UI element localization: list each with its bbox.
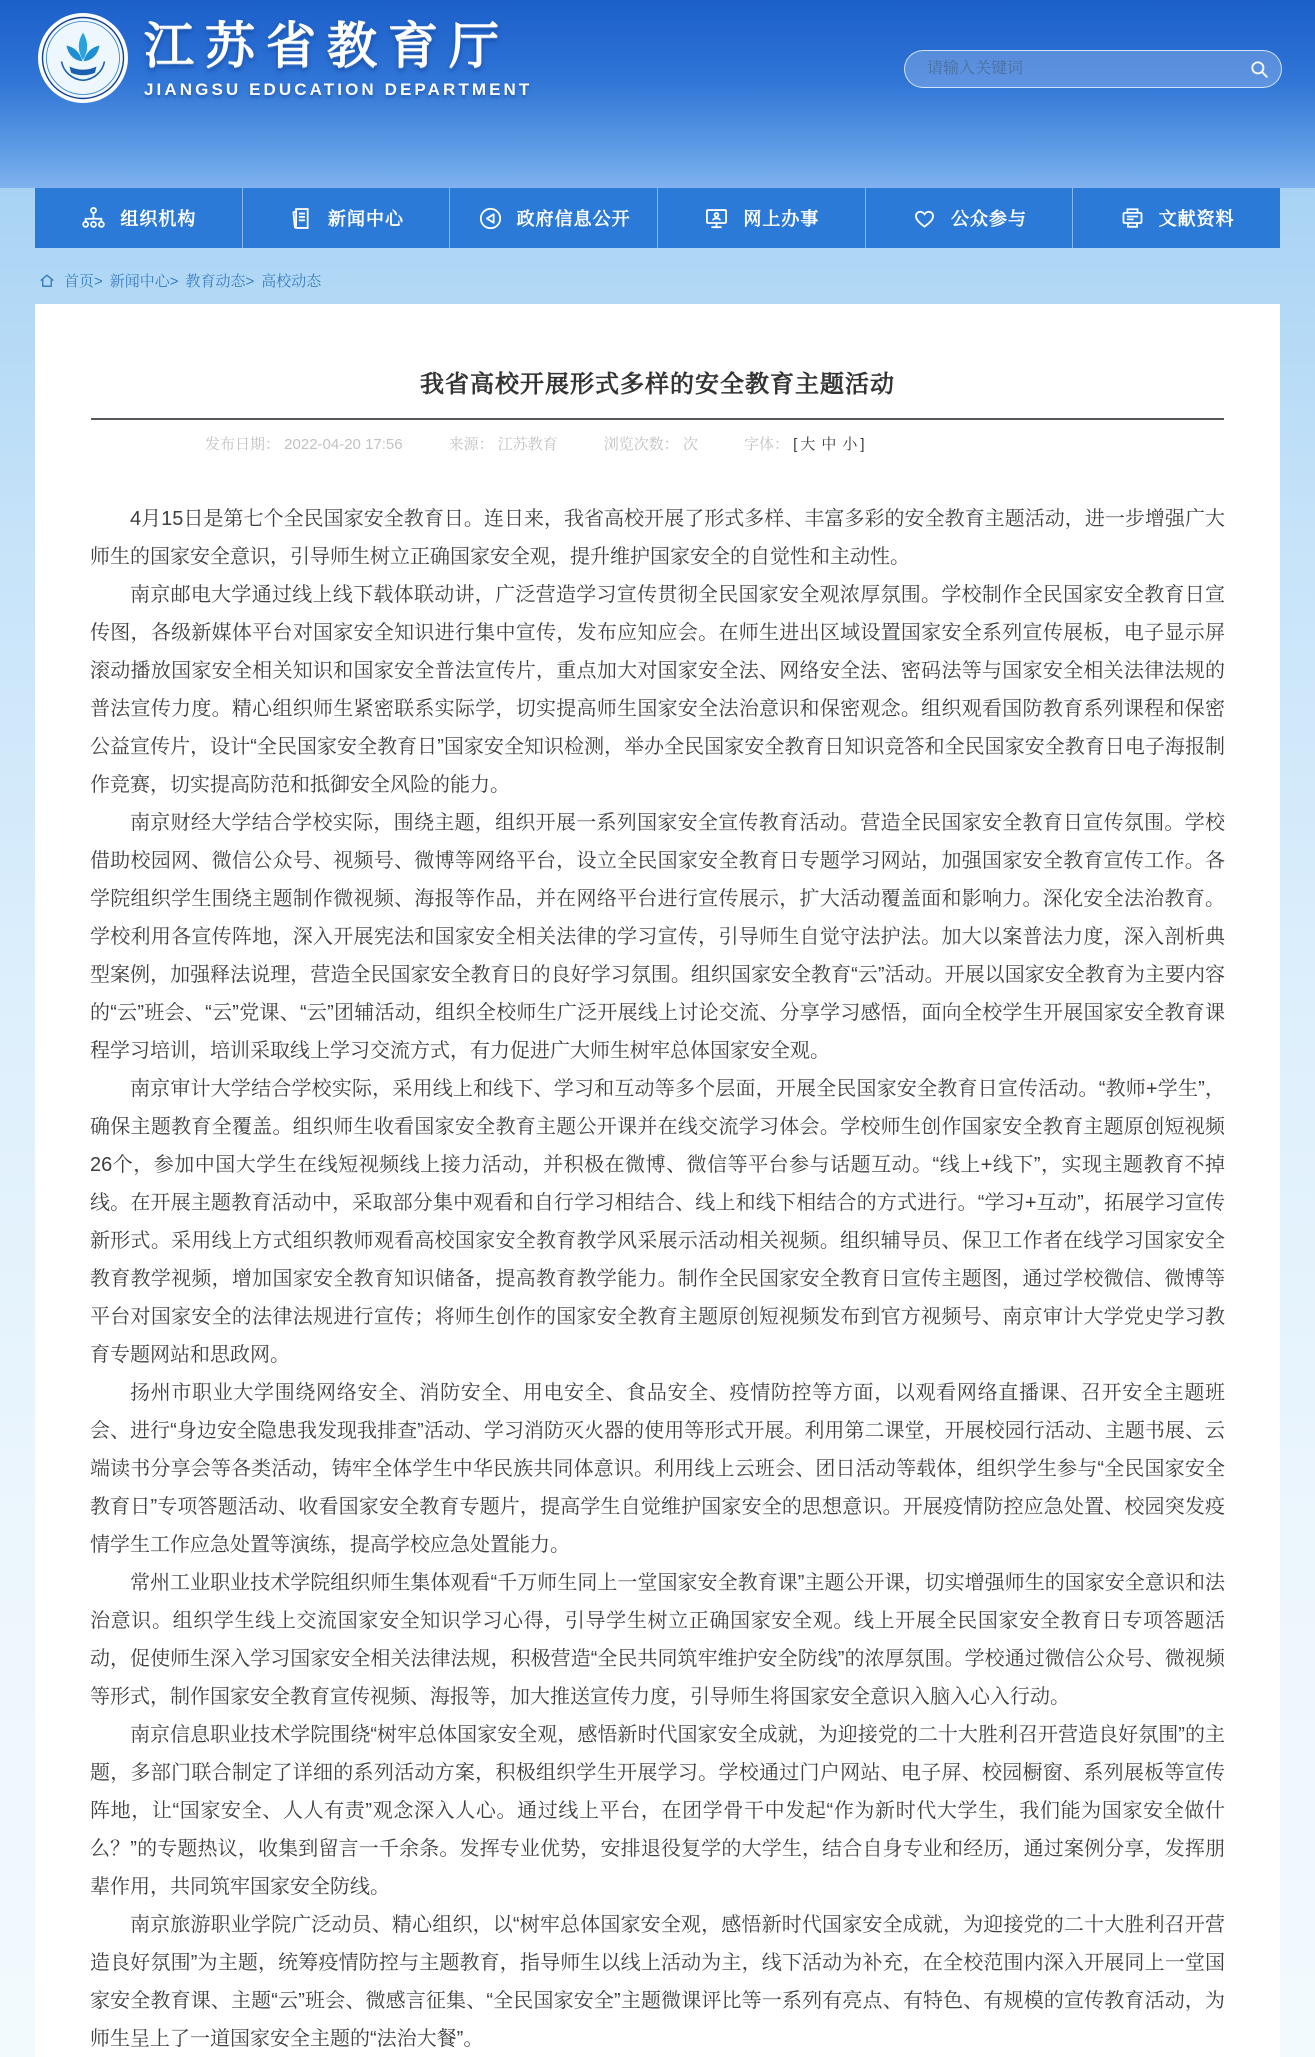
news-doc-icon (288, 205, 315, 232)
publish-date-value: 2022-04-20 17:56 (284, 436, 403, 453)
breadcrumb-item-home[interactable]: 首页> (64, 273, 103, 290)
article-paragraph: 南京审计大学结合学校实际，采用线上和线下、学习和互动等多个层面，开展全民国家安全教育日宣传活动。“教师+学生”，确保主题教育全覆盖。组织师生收看国家安全教育主题公开课并在线交流学习体会。学校师生创作国家安全教育主题原创短视频26个，参加中国大学生在线短视频线上接力活动，并积极在微博、微信等平台参与话题互动。“线上+线下”，实现主题教育不掉线。在开展主题教育活动中，采取部分集中观看和自行学习相结合、线上和线下相结合的方式进行。“学习+互动”，拓展学习宣传新形式。采用线上方式组织教师观看高校国家安全教育教学风采展示活动相关视频。组织辅导员、保卫工作者在线学习国家安全教育教学视频，增加国家安全教育知识储备，提高教育教学能力。制作全民国家安全教育日宣传主题图，通过学校微信、微博等平台对国家安全的法律法规进行宣传；将师生创作的国家安全教育主题原创短视频发布到官方视频号、南京审计大学党史学习教育专题网站和思政网。 (90, 1078, 1225, 1366)
font-size-control (744, 434, 865, 456)
breadcrumb-item-university-news[interactable]: 高校动态 (261, 273, 322, 290)
font-bracket-open: [ (793, 436, 798, 453)
nav-item-gov-info-disclosure[interactable] (450, 188, 658, 248)
article-paragraph: 扬州市职业大学围绕网络安全、消防安全、用电安全、食品安全、疫情防控等方面，以观看网络直播课、召开安全主题班会、进行“身边安全隐患我发现我排查”活动、学习消防灭火器的使用等形式开展。利用第二课堂，开展校园行活动、主题书展、云端读书分享会等各类活动，铸牢全体学生中华民族共同体意识。利用线上云班会、团日活动等载体，组织学生参与“全民国家安全教育日”专项答题活动、收看国家安全教育专题片，提高学生自觉维护国家安全的思想意识。开展疫情防控应急处置、校园突发疫情学生工作应急处置等演练，提高学校应急处置能力。 (90, 1382, 1225, 1556)
breadcrumb-item-news-center[interactable]: 新闻中心> (109, 273, 179, 290)
org-chart-icon (80, 205, 107, 232)
nav-item-news-center[interactable] (243, 188, 451, 248)
breadcrumb-trail (64, 270, 328, 291)
nav-item-label: 网上办事 (743, 209, 820, 229)
search-icon (1248, 58, 1271, 81)
article-title: 我省高校开展形式多样的安全教育主题活动 (420, 371, 895, 398)
site-title (144, 11, 532, 100)
archive-icon (1119, 205, 1146, 232)
nav-item-label: 公众参与 (951, 209, 1028, 229)
source-value: 江苏教育 (497, 436, 558, 453)
nav-item-label: 新闻中心 (328, 209, 404, 229)
font-bracket-close: ] (860, 436, 865, 453)
nav-item-label: 政府信息公开 (516, 209, 631, 229)
home-icon (38, 272, 56, 290)
site-banner (0, 0, 1315, 188)
article-body (90, 500, 1225, 2057)
title-divider (91, 418, 1224, 420)
font-size-option-小[interactable]: 小 (842, 436, 858, 453)
font-size-label: 字体： (743, 436, 789, 453)
source (449, 434, 558, 456)
view-count-label: 浏览次数： (603, 436, 683, 453)
view-count-value: 次 (682, 436, 698, 453)
nav-item-document-resources[interactable] (1073, 188, 1280, 248)
search-input[interactable] (905, 60, 1237, 78)
article-paragraph: 南京信息职业技术学院围绕“树牢总体国家安全观，感悟新时代国家安全成就，为迎接党的二十大胜利召开营造良好氛围”的主题，多部门联合制定了详细的系列活动方案，积极组织学生开展学习。学校通过门户网站、电子屏、校园橱窗、系列展板等宣传阵地，让“国家安全、人人有责”观念深入人心。通过线上平台，在团学骨干中发起“作为新时代大学生，我们能为国家安全做什么？”的专题热议，收集到留言一千余条。发挥专业优势，安排退役复学的大学生，结合自身专业和经历，通过案例分享，发挥朋辈作用，共同筑牢国家安全防线。 (90, 1724, 1225, 1898)
site-home-link[interactable] (36, 11, 532, 105)
search-button[interactable] (1237, 51, 1281, 87)
breadcrumb-item-education-news[interactable]: 教育动态> (185, 273, 255, 290)
nav-item-public-participation[interactable] (866, 188, 1074, 248)
main-nav (35, 188, 1280, 248)
article-meta (205, 434, 1280, 456)
nav-item-online-services[interactable] (658, 188, 866, 248)
font-size-option-中[interactable]: 中 (821, 436, 837, 453)
article-card (35, 304, 1280, 2057)
article-paragraph: 常州工业职业技术学院组织师生集体观看“千万师生同上一堂国家安全教育课”主题公开课，切实增强师生的国家安全意识和法治意识。组织学生线上交流国家安全知识学习心得，引导学生树立正确国家安全观。线上开展全民国家安全教育日专项答题活动，促使师生深入学习国家安全相关法律法规，积极营造“全民共同筑牢维护安全防线”的浓厚氛围。学校通过微信公众号、微视频等形式，制作国家安全教育宣传视频、海报等，加大推送宣传力度，引导师生将国家安全意识入脑入心入行动。 (90, 1572, 1225, 1708)
info-disclosure-icon (477, 205, 504, 232)
font-size-options (797, 436, 860, 453)
source-label: 来源： (448, 436, 498, 453)
publish-date-label: 发布日期： (205, 436, 285, 453)
heart-icon (911, 205, 938, 232)
article-paragraph: 4月15日是第七个全民国家安全教育日。连日来，我省高校开展了形式多样、丰富多彩的安全教育主题活动，进一步增强广大师生的国家安全意识，引导师生树立正确国家安全观，提升维护国家安全的自觉性和主动性。 (90, 508, 1225, 568)
site-logo-icon (36, 11, 130, 105)
article-paragraph: 南京邮电大学通过线上线下载体联动讲，广泛营造学习宣传贯彻全民国家安全观浓厚氛围。学校制作全民国家安全教育日宣传图，各级新媒体平台对国家安全知识进行集中宣传，发布应知应会。在师生进出区域设置国家安全系列宣传展板，电子显示屏滚动播放国家安全相关知识和国家安全普法宣传片，重点加大对国家安全法、网络安全法、密码法等与国家安全相关法律法规的普法宣传力度。精心组织师生紧密联系实际学，切实提高师生国家安全法治意识和保密观念。组织观看国防教育系列课程和保密公益宣传片，设计“全民国家安全教育日”国家安全知识检测，举办全民国家安全教育日知识竞答和全民国家安全教育日电子海报制作竞赛，切实提高防范和抵御安全风险的能力。 (90, 584, 1225, 796)
article-paragraph: 南京财经大学结合学校实际，围绕主题，组织开展一系列国家安全宣传教育活动。营造全民国家安全教育日宣传氛围。学校借助校园网、微信公众号、视频号、微博等网络平台，设立全民国家安全教育日专题学习网站，加强国家安全教育宣传工作。各学院组织学生围绕主题制作微视频、海报等作品，并在网络平台进行宣传展示，扩大活动覆盖面和影响力。深化安全法治教育。学校利用各宣传阵地，深入开展宪法和国家安全相关法律的学习宣传，引导师生自觉守法护法。加大以案普法力度，深入剖析典型案例，加强释法说理，营造全民国家安全教育日的良好学习氛围。组织国家安全教育“云”活动。开展以国家安全教育为主要内容的“云”班会、“云”党课、“云”团辅活动，组织全校师生广泛开展线上讨论交流、分享学习感悟，面向全校学生开展国家安全教育课程学习培训，培训采取线上学习交流方式，有力促进广大师生树牢总体国家安全观。 (90, 812, 1225, 1062)
article-paragraph: 南京旅游职业学院广泛动员、精心组织，以“树牢总体国家安全观，感悟新时代国家安全成就，为迎接党的二十大胜利召开营造良好氛围”为主题，统筹疫情防控与主题教育，指导师生以线上活动为主，线下活动为补充，在全校范围内深入开展同上一堂国家安全教育课、主题“云”班会、微感言征集、“全民国家安全”主题微课评比等一系列有亮点、有特色、有规模的宣传教育活动，为师生呈上了一道国家安全主题的“法治大餐”。 (90, 1914, 1225, 2050)
font-size-option-大[interactable]: 大 (800, 436, 816, 453)
breadcrumb (38, 270, 328, 291)
view-count (604, 434, 698, 456)
search-box (904, 50, 1282, 88)
nav-item-label: 组织机构 (120, 209, 197, 229)
nav-item-organization[interactable] (35, 188, 243, 248)
monitor-icon (703, 205, 730, 232)
site-title-cn: 江苏省教育厅 (144, 18, 510, 74)
site-title-en: JIANGSU EDUCATION DEPARTMENT (144, 80, 533, 99)
nav-item-label: 文献资料 (1158, 209, 1235, 229)
publish-date (205, 434, 403, 456)
